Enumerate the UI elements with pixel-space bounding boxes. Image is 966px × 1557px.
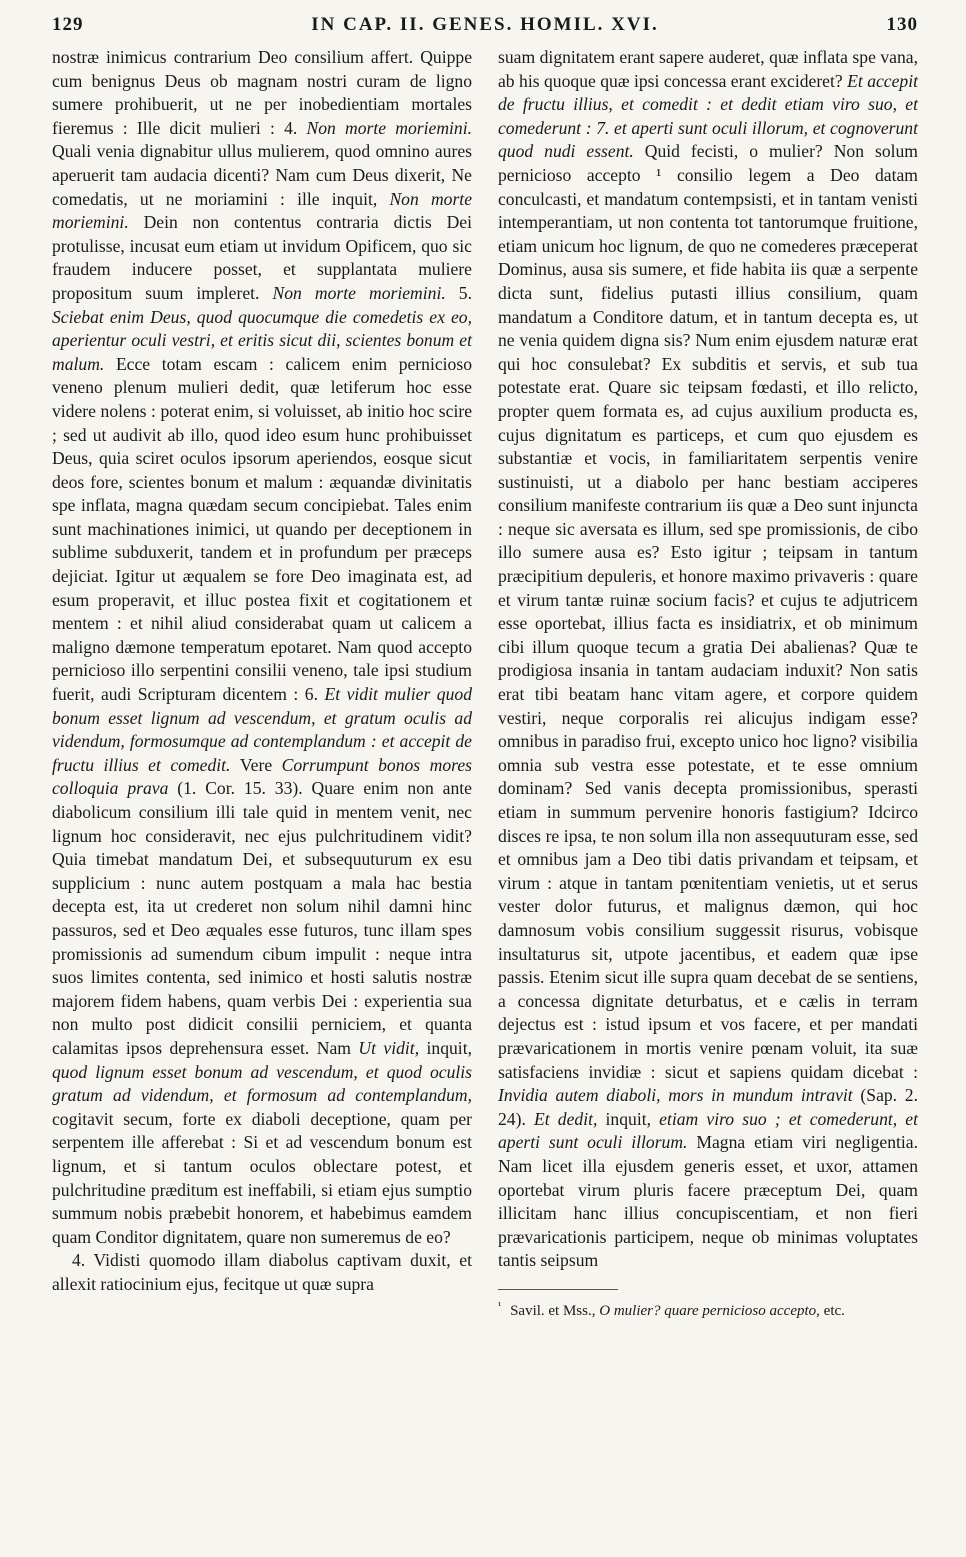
footnote-text: etc. <box>823 1302 845 1319</box>
text-columns <box>52 46 918 1321</box>
right-page-number: 130 <box>886 14 918 35</box>
italic-quote: Non morte moriemini. <box>52 188 472 233</box>
text-run: Quali venia dignabitur ullus mulierem, quod omnino aures aperuerit tam audacia dicenti? Nam cum Deus dixerit, Ne comedatis, ut ne moriamini : ille inquit, <box>52 141 472 209</box>
text-run: Vere <box>239 754 282 775</box>
right-column <box>498 46 918 1321</box>
text-run: inquit, <box>605 1108 660 1129</box>
text-run: Quid fecisti, o mulier? Non solum pernicioso accepto ¹ consilio legem a Deo datam conculcasti, et mandatum contempsisti, et in tantam venisti intemperantiam, ut non contenta tot tantorumque fruitione, etiam unicum hoc lignum, de quo ne comederes præceperat Dominus, ausa sis sumere, et fide habita iis quæ a serpente dicta sunt, fidelius putasti illius consilium, quam mandatum a Conditore datum, et in tantum decepta es, ut ne venia quidem digna sis? Num enim ejusdem naturæ erat qui hoc consulebat? Ex subditis et servis, et sub tua potestate erat. Quare sic teipsam fœdasti, et illo relicto, propter quem formata es, ad cujus auxilium producta es, cujus dignitatum es particeps, et cum quo ejusdem es substantiæ et vocis, in familiaritatem serpentis venire sustinuisti, ut a diabolo per hanc bestiam acciperes consilium manifeste contrarium iis quæ a Deo sunt injuncta : neque sic aversata es illum, sed spe promissionis, de cibo illo sumere ausa es? Esto igitur ; teipsam in tantum præcipitium depuleris, et honore maximo privaveris : quare et virum tantæ ruinæ socium facis? et cujus te adjutricem esse oportebat, illius facta es insidiatrix, et ob minimum cibi illum quoque tecum a gratia Dei abalienas? Quæ te prodigiosa insania in tantam audaciam induxit? Non satis erat tibi beatam hanc vitam agere, et corpore quidem vestiri, neque corporalis rei alicujus indigam esse? omnibus in paradiso frui, excepto unico hoc ligno? visibilia omnia sub vestra esse potestate, et te esse omnium dominam? Sed vanis decepta promissionibus, sperasti etiam in summum pervenire honoris fastigium? Idcirco disces re ipsa, te non solum illa non assequuturam esse, sed et omnibus jam a Deo tibi datis privandam et teipsam, et virum : atque in tantam pœnitentiam venietis, ut et serus vester dolor futurus, et malignus dæmon, qui hoc damnosum vobis consilium suggessit risurus, vobisque insultaturus sit, utpote jacentibus, et eadem quæ ipse passis. Etenim sicut ille supra quam decebat de se sentiens, a concessa dignitate deturbatus, et e cælis in terram dejectus est : istud ipsum et vos facere, et per mandati prævaricationem in mortis venire pœnam voluit, ita suæ satisfaciens invidiæ : sicut et sapiens quidam dicebat : <box>498 141 918 1082</box>
italic-quote: etiam viro suo ; et comederunt, et aperti sunt oculi illorum. <box>498 1108 918 1153</box>
text-run: inquit, <box>426 1037 472 1058</box>
footnote-text: Savil. et Mss., <box>510 1302 600 1319</box>
text-run: (Sap. 2. 24). <box>498 1085 918 1129</box>
footnote-marker: ¹ <box>498 1299 505 1312</box>
italic-quote: Invidia autem diaboli, mors in mundum intravit <box>498 1085 861 1106</box>
text-run: suam dignitatem erant sapere auderet, quæ inflata spe vana, ab his quoque quæ ipsi concessa erant excideret? <box>498 47 918 91</box>
left-column <box>52 46 472 1321</box>
italic-quote: Et dedit, <box>534 1108 606 1129</box>
text-run: Ecce totam escam : calicem enim pernicioso veneno plenum mulieri dedit, quæ letiferum hoc esse videre nolens : poterat enim, si voluisset, ab initio hoc scire ; sed ut audivit ab illo, quod ideo esum hunc prohibuisset Deus, quia sciret oculos ipsorum aperiendos, eosque sicut deos fore, scientes bonum et malum : æquandæ divinitatis spe inflata, magna quædam secum concipiebat. Tales enim sunt machinationes inimici, ut quando per deceptionem in sublime subduxerit, tandem et in profundum per præceps dejiciat. Igitur ut æqualem se fore Deo imaginata est, ad esum properavit, et illuc postea fixit et cogitationem et mentem : et nihil aliud considerabat quam ut calicem a maligno dæmone temperatum epotaret. Nam quod accepto pernicioso illo serpentini consilii veneno, tale ipsi studium fuerit, audi Scripturam dicentem : 6. <box>52 353 472 705</box>
italic-quote: Non morte moriemini. <box>272 282 459 303</box>
italic-quote: quod lignum esset bonum ad vescendum, et quod oculis gratum ad videndum, et formosum ad contemplandum, <box>52 1061 472 1106</box>
italic-quote: Corrumpunt bonos mores colloquia prava <box>52 754 472 799</box>
text-run: Dein non contentus contraria dictis Dei protulisse, incusat eum etiam ut invidum Opificem, quo sic fraudem inducere posset, et supplantata muliere propositum suum impleret. <box>52 212 472 303</box>
text-run: cogitavit secum, forte ex diaboli deceptione, quam per serpentem ille afferebat : Si et ad vescendum bonum est lignum, et si tantum oculos oblectare potest, et pulchritudine præditum est ineffabili, si etiam ejus sumptio summum nobis præbebit honorem, et habebimus eamdem quam Conditor dignitatem, quare non sumeremus de eo? <box>52 1108 472 1247</box>
footnote-divider <box>498 1289 618 1290</box>
italic-quote: Non morte moriemini. <box>306 117 472 138</box>
italic-quote: Et accepit de fructu illius, et comedit : et dedit etiam viro suo, et comederunt : 7. et aperti sunt oculi illorum, et cognoverunt quod nudi essent. <box>498 70 918 162</box>
italic-quote: Sciebat enim Deus, quod quocumque die comedetis ex eo, aperientur oculi vestri, et eritis sicut dii, scientes bonum et malum. <box>52 306 472 374</box>
footnote <box>498 1296 918 1321</box>
left-paragraph-1 <box>52 46 472 1249</box>
right-paragraph-1 <box>498 46 918 1273</box>
left-page-number: 129 <box>52 14 84 35</box>
left-paragraph-2: 4. Vidisti quomodo illam diabolus captivam duxit, et allexit ratiocinium ejus, fecitque ut quæ supra <box>52 1250 472 1294</box>
italic-quote: Ut vidit, <box>358 1037 427 1058</box>
text-run: (1. Cor. 15. 33). Quare enim non ante diabolicum consilium illi tale quid in mentem venit, nec lignum hoc consideravit, nec ejus pulchritudinem vidit? Quia timebat mandatum Dei, et subsequuturum ex esu supplicium : nunc autem postquam a mala hac bestia decepta est, ita ut crederet non solum nihil damni hinc passuros, sed et Deo æquales esse futuros, tunc illam spes promissionis ad sumendum cibum impulit : neque intra suos limites contenta, sed inimico et hosti salutis nostræ majorem fidem habens, quam verbis Dei : experientia sua non multo post didicit consilii perniciem, et quanta calamitas ipsos deprehensura esset. Nam <box>52 778 472 1058</box>
footnote-italic: O mulier? quare pernicioso accepto, <box>599 1302 824 1319</box>
running-title: IN CAP. II. GENES. HOMIL. XVI. <box>311 14 659 35</box>
text-run: nostræ inimicus contrarium Deo consilium affert. Quippe cum benignus Deus ob magnam nostri curam de ligno sumere prohibuerit, ut ne per inobedientiam mortales fieremus : Ille dicit mulieri : 4. <box>52 47 472 138</box>
italic-quote: Et vidit mulier quod bonum esset lignum ad vescendum, et gratum oculis ad videndum, formosumque ad contemplandum : et accepit de fructu illius et comedit. <box>52 684 472 775</box>
verse-number: 5. <box>458 282 472 303</box>
running-header <box>52 14 918 42</box>
text-run: Magna etiam viri negligentia. Nam licet illa ejusdem generis esset, et uxor, attamen oportebat virum pluris facere præceptum Dei, quam illicitam hanc illius concupiscentiam, et non fieri prævaricationis participem, neque ob minimas voluptates tantis seipsum <box>498 1132 918 1271</box>
